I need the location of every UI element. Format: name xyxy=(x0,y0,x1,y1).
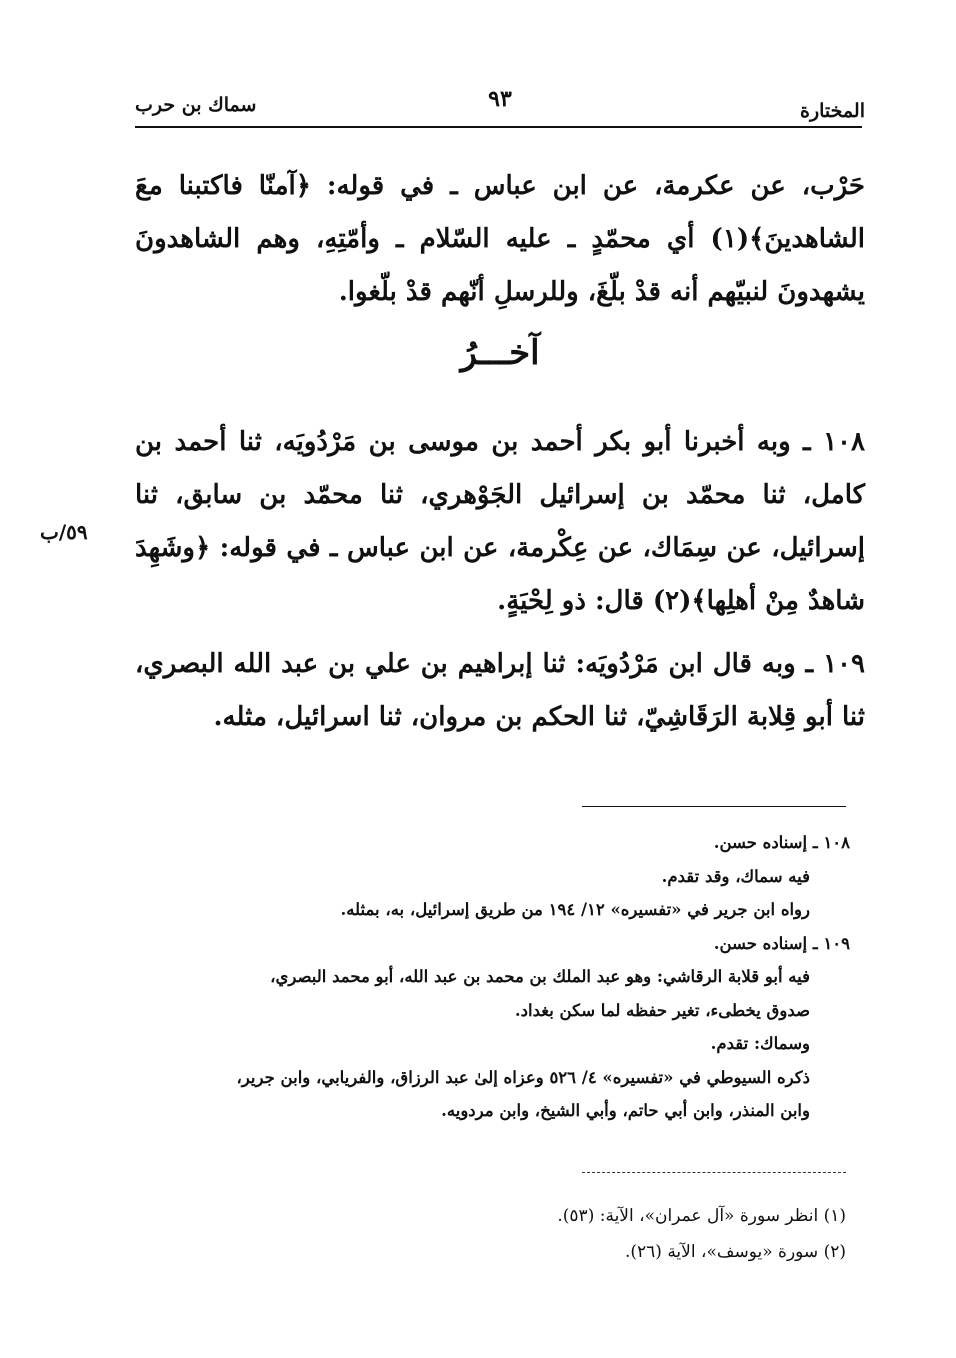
manuscript-folio-note: ٥٩/ب xyxy=(40,520,88,544)
book-title: المختارة xyxy=(800,100,865,122)
header-rule xyxy=(135,126,862,128)
note-line: رواه ابن جرير في «تفسيره» ١٢/ ١٩٤ من طريق إسرائيل، به، بمثله. xyxy=(340,900,810,919)
note-108-heading: ١٠٨ ـ إسناده حسن. xyxy=(713,833,850,852)
paragraph-text: ١٠٩ ـ وبه قال ابن مَرْدُويَه: ثنا إبراهيم بن علي بن عبد الله البصري، ثنا أبو قِلابة الرَقَاشِيّ، ثنا الحكم بن مروان، ثنا اسرائيل، مثله. xyxy=(135,649,865,732)
paragraph-text: حَرْب، عن عكرمة، عن ابن عباس ـ في قوله: ﴿آمنّا فاكتبنا معَ الشاهدينَ﴾(١) أي محمّدٍ ـ عليه السّلام ـ وأمّتِهِ، وهم الشاهدونَ يشهدونَ لنبيّهم أنه قدْ بلّغَ، وللرسلِ أنّهم قدْ بلّغوا. xyxy=(135,171,865,307)
note-line: ذكره السيوطي في «تفسيره» ٤/ ٥٢٦ وعزاه إلىٰ عبد الرزاق، والفريابي، وابن جرير، xyxy=(236,1067,810,1087)
paragraph-text: ١٠٨ ـ وبه أخبرنا أبو بكر أحمد بن موسى بن مَرْدُويَه، ثنا أحمد بن كامل، ثنا محمّد بن إسرائيل الجَوْهري، ثنا محمّد بن سابق، ثنا إسرائيل، عن سِمَاك، عن عِكْرمة، عن ابن عباس ـ في قوله: ﴿وشَهِدَ شاهدٌ مِنْ أهلِها﴾(٢) قال: ذو لِحْيَةٍ. xyxy=(135,427,865,616)
footnotes xyxy=(130,1198,846,1270)
takhrij-notes xyxy=(130,826,850,1128)
page-number: ٩٣ xyxy=(488,86,512,112)
note-line: فيه أبو قلابة الرقاشي: وهو عبد الملك بن محمد بن عبد الله، أبو محمد البصري، xyxy=(270,967,810,986)
footnote-2: (٢) سورة «يوسف»، الآية (٢٦). xyxy=(624,1242,846,1262)
page-header xyxy=(135,86,865,126)
body-paragraph-1 xyxy=(135,160,865,319)
chapter-title: سماك بن حرب xyxy=(135,94,257,116)
note-line: وسماك: تقدم. xyxy=(710,1034,810,1053)
note-line: صدوق يخطىء، تغير حفظه لما سكن بغداد. xyxy=(514,1000,810,1020)
note-line: فيه سماك، وقد تقدم. xyxy=(661,866,810,886)
hadith-108 xyxy=(135,416,865,628)
footnote-1: (١) انظر سورة «آل عمران»، الآية: (٥٣). xyxy=(557,1206,846,1226)
section-heading: آخـــرُ xyxy=(460,333,540,373)
footnote-separator xyxy=(582,1172,846,1173)
notes-separator xyxy=(582,806,846,807)
note-109-heading: ١٠٩ ـ إسناده حسن. xyxy=(713,933,850,953)
note-line: وابن المنذر، وابن أبي حاتم، وأبي الشيخ، وابن مردويه. xyxy=(441,1101,810,1120)
hadith-109 xyxy=(135,638,865,744)
